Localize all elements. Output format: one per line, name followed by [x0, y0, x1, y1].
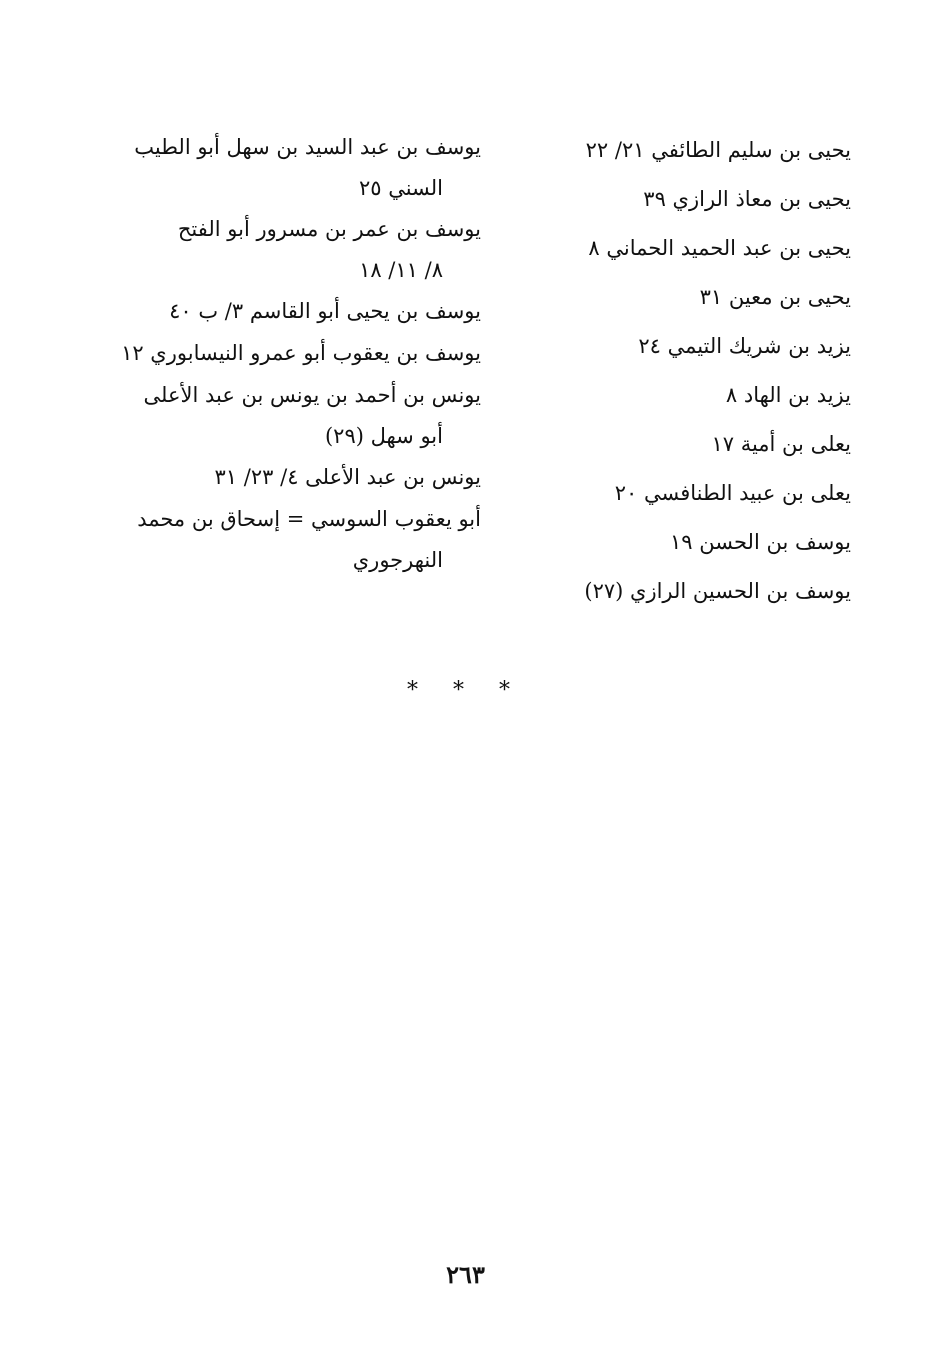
- index-entry: يوسف بن الحسن ١٩: [670, 530, 851, 554]
- index-entry-continuation: النهرجوري: [352, 548, 443, 572]
- index-column-left: [121, 126, 481, 580]
- index-entry-line: يونس بن أحمد بن يونس بن عبد الأعلى: [143, 383, 481, 407]
- index-entry: يوسف بن الحسين الرازي (٢٧): [584, 579, 851, 603]
- index-entry: يحيى بن عبد الحميد الحماني ٨: [588, 236, 851, 260]
- index-entry: [121, 126, 481, 208]
- index-entry-line: يونس بن عبد الأعلى ٤/ ٢٣/ ٣١: [214, 465, 481, 489]
- index-entry: [121, 456, 481, 498]
- index-entry-continuation: ٨/ ١١/ ١٨: [359, 258, 443, 282]
- index-entry: [121, 374, 481, 456]
- page-number: ٢٦٣: [446, 1260, 485, 1289]
- index-entry-continuation: السني ٢٥: [358, 176, 443, 200]
- index-entry: يعلى بن عبيد الطنافسي ٢٠: [614, 481, 851, 505]
- index-column-right: [521, 126, 851, 616]
- index-entry: يحيى بن معاذ الرازي ٣٩: [643, 187, 851, 211]
- index-entry-line: يوسف بن يعقوب أبو عمرو النيسابوري ١٢: [121, 341, 481, 365]
- index-entry: [121, 208, 481, 290]
- index-entry: يعلى بن أمية ١٧: [711, 432, 851, 456]
- index-entry: يحيى بن سليم الطائفي ٢١/ ٢٢: [585, 138, 851, 162]
- index-entry-continuation: أبو سهل (٢٩): [324, 424, 443, 448]
- index-entry: [121, 290, 481, 332]
- index-entry: [121, 332, 481, 374]
- index-entry-line: أبو يعقوب السوسي = إسحاق بن محمد: [137, 507, 481, 531]
- index-entry: يحيى بن معين ٣١: [699, 285, 851, 309]
- section-end-ornament: * * *: [407, 678, 524, 703]
- index-entry-line: يوسف بن عبد السيد بن سهل أبو الطيب: [134, 135, 481, 159]
- index-entry: يزيد بن الهاد ٨: [725, 383, 851, 407]
- index-entry: [121, 498, 481, 580]
- index-entry: يزيد بن شريك التيمي ٢٤: [638, 334, 851, 358]
- index-entry-line: يوسف بن يحيى أبو القاسم ٣/ ب ٤٠: [169, 299, 481, 323]
- index-entry-line: يوسف بن عمر بن مسرور أبو الفتح: [177, 217, 481, 241]
